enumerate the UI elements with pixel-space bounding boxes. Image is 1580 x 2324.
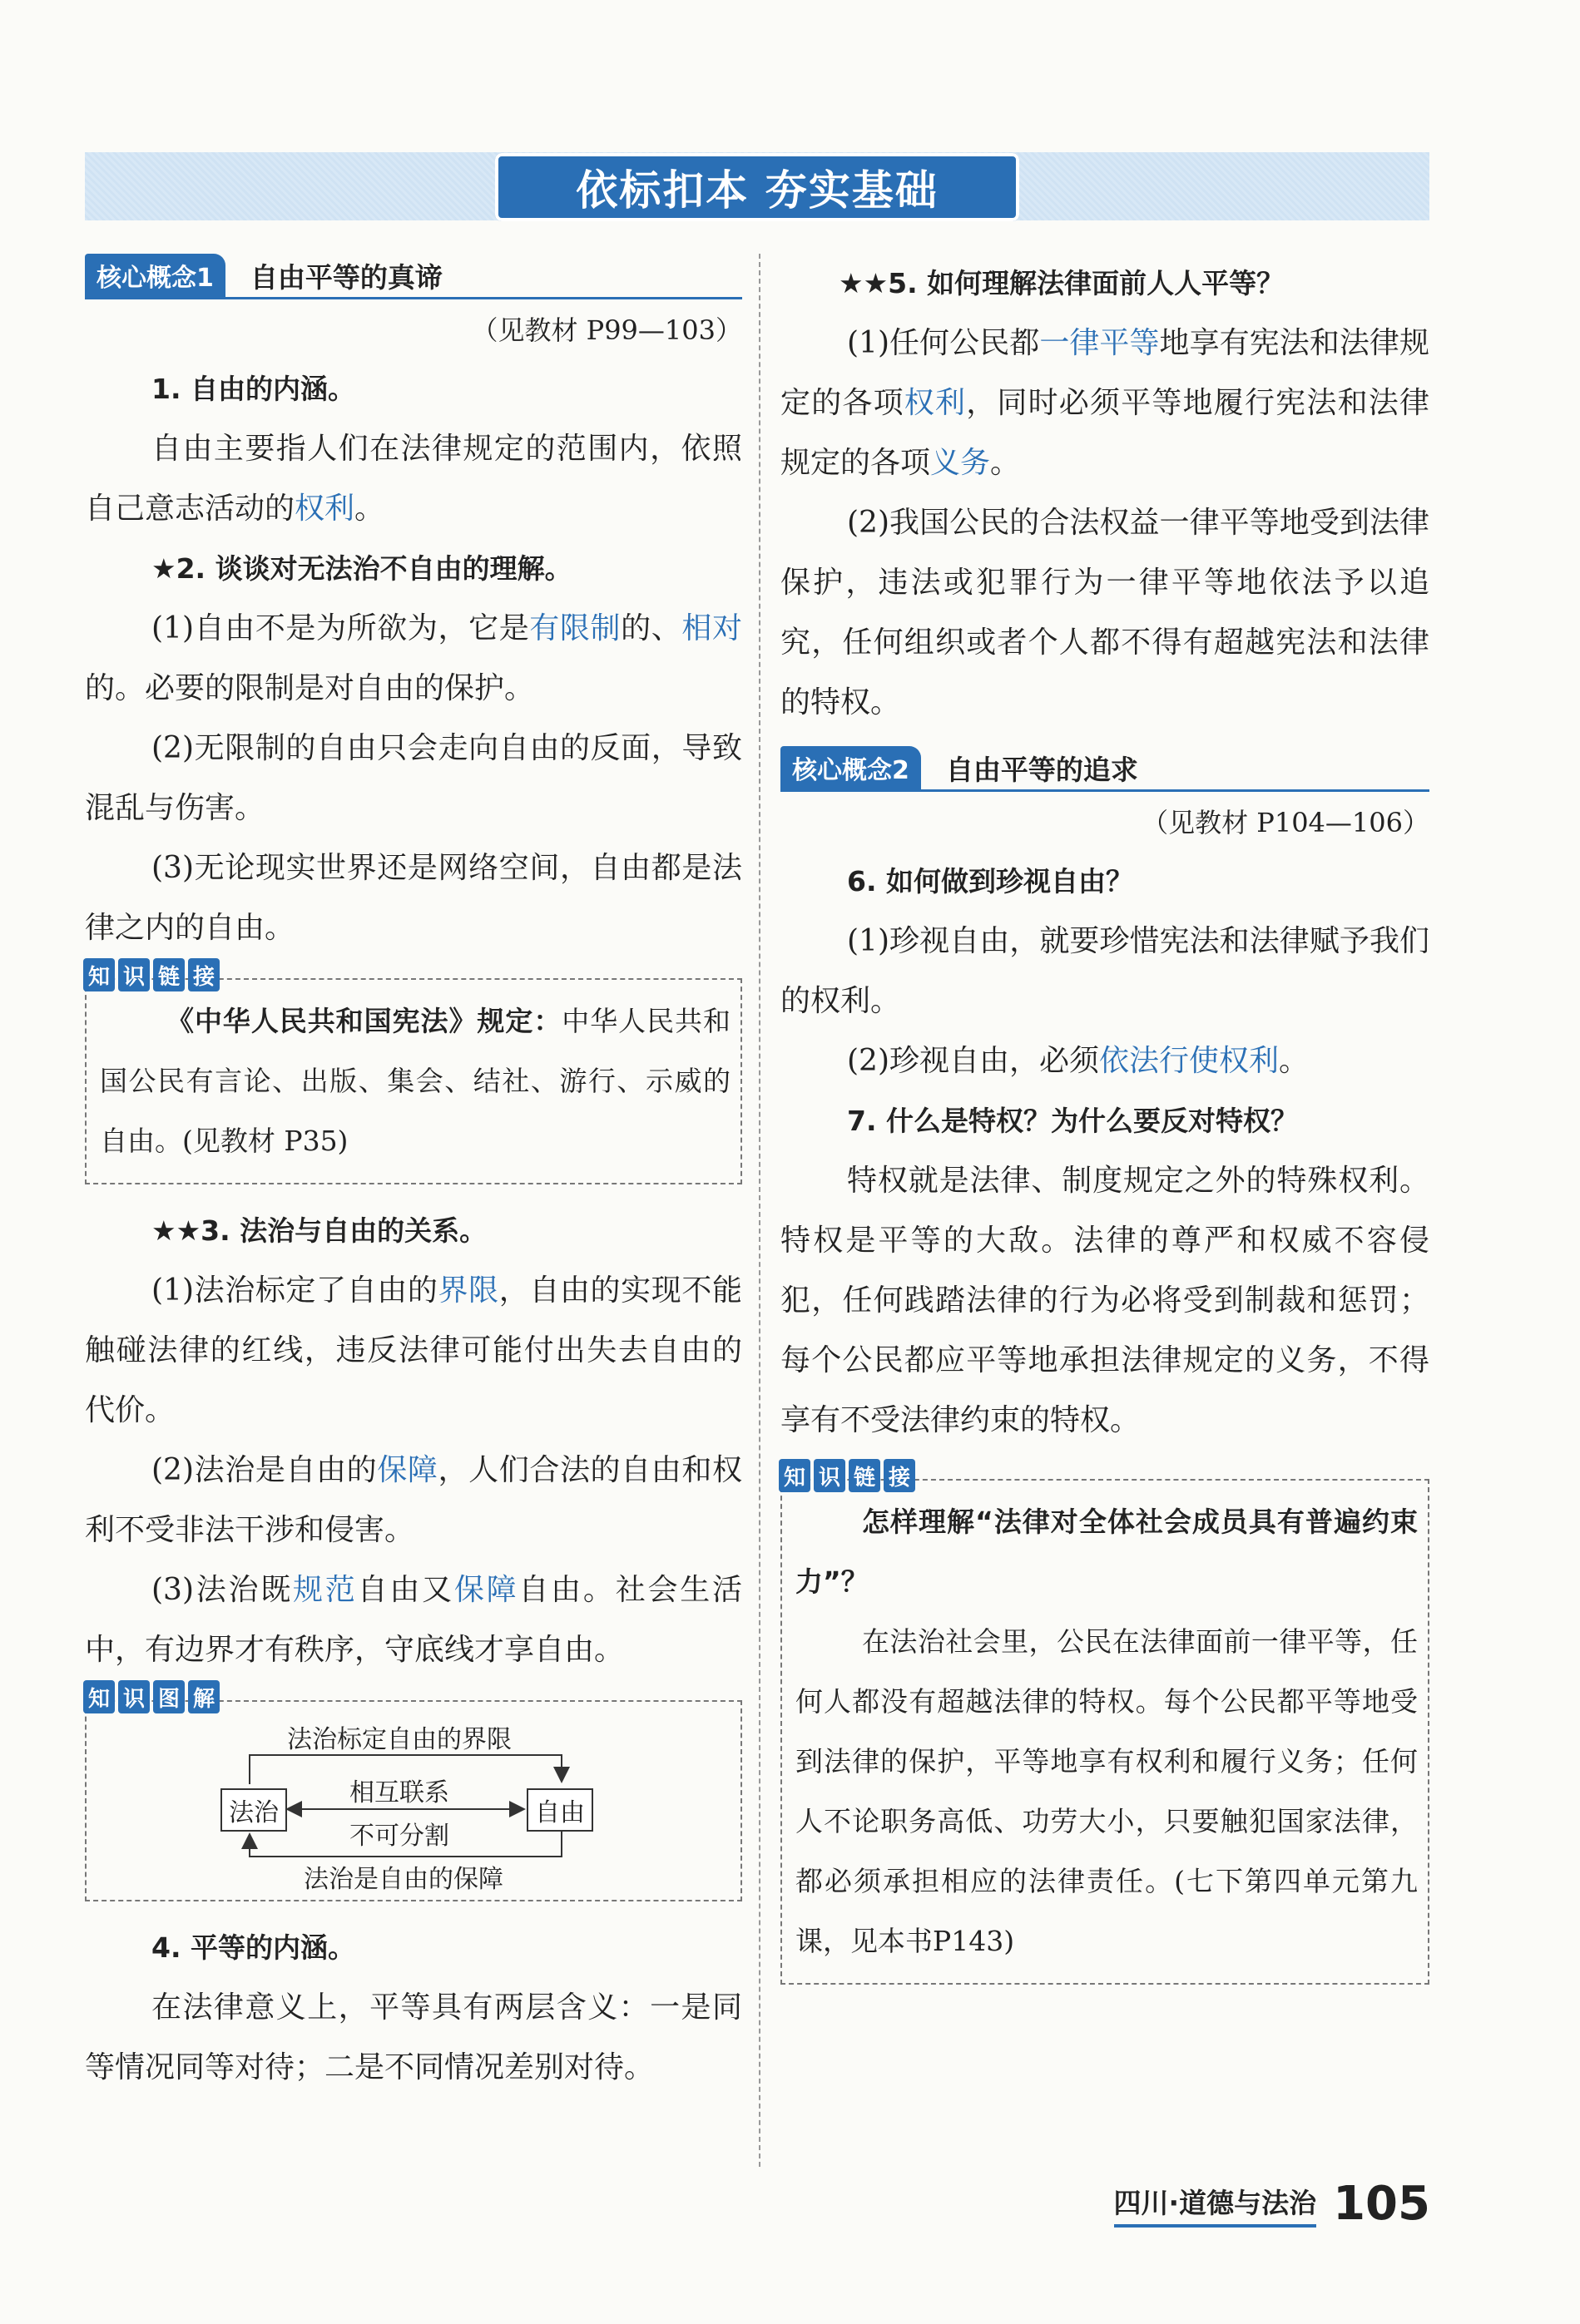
column-divider xyxy=(759,254,760,2167)
question-7: 7. 什么是特权？为什么要反对特权？ xyxy=(847,1105,1298,1137)
page-number: 105 xyxy=(1333,2177,1430,2231)
concept1-header xyxy=(85,254,742,299)
diagram-mid2-label: 不可分割 xyxy=(349,1822,449,1851)
knowledge-link-2-text: 在法治社会里，公民在法律面前一律平等，任何人都没有超越法律的特权。每个公民都平等地受到法律的保护，平等地享有权利和履行义务；任何人不论职务高低、功劳大小，只要触犯国家法律，都必须承担相应的法律责任。(七下第四单元第九课，见本书P143) xyxy=(795,1625,1418,1957)
concept1-title: 自由平等的真谛 xyxy=(250,260,443,294)
answer-2-3: (3)无论现实世界还是网络空间，自由都是法律之内的自由。 xyxy=(85,851,742,945)
question-2: ★2. 谈谈对无法治不自由的理解。 xyxy=(151,552,572,585)
question-4: 4. 平等的内涵。 xyxy=(151,1931,355,1964)
diagram-top-label: 法治标定自由的界限 xyxy=(287,1725,512,1754)
diagram-node-law: 法治 xyxy=(220,1788,287,1832)
knowledge-link-1 xyxy=(85,964,742,1184)
answer-2-1: (1)自由不是为所欲为，它是有限制的、相对的。必要的限制是对自由的保护。 xyxy=(85,611,742,705)
concept2-tag: 核心概念2 xyxy=(780,746,921,789)
question-3: ★★3. 法治与自由的关系。 xyxy=(151,1214,488,1247)
page-footer xyxy=(1113,2177,1430,2231)
diagram-node-freedom: 自由 xyxy=(527,1788,593,1832)
footer-label: 四川·道德与法治 xyxy=(1114,2182,1317,2228)
answer-3-3: (3)法治既规范自由又保障自由。社会生活中，有边界才有秩序，守底线才享自由。 xyxy=(85,1573,742,1667)
concept1-ref: （见教材 P99—103） xyxy=(471,314,742,346)
answer-5-2: (2)我国公民的合法权益一律平等地受到法律保护，违法或犯罪行为一律平等地依法予以追究，任何组织或者个人都不得有超越宪法和法律的特权。 xyxy=(780,506,1429,719)
concept2-ref: （见教材 P104—106） xyxy=(1142,807,1429,838)
knowledge-diagram xyxy=(85,1686,742,1901)
question-5: ★★5. 如何理解法律面前人人平等？ xyxy=(839,267,1285,299)
right-column xyxy=(780,254,1429,2001)
knowledge-link-2 xyxy=(780,1465,1429,1985)
law-freedom-diagram xyxy=(100,1713,731,1894)
answer-6-2: (2)珍视自由，必须依法行使权利。 xyxy=(847,1044,1310,1078)
answer-2-2: (2)无限制的自由只会走向自由的反面，导致混乱与伤害。 xyxy=(85,731,742,825)
answer-6-1: (1)珍视自由，就要珍惜宪法和法律赋予我们的权利。 xyxy=(780,924,1429,1018)
knowledge-link-2-title: 怎样理解“法律对全体社会成员具有普遍约束力”？ xyxy=(795,1506,1418,1598)
left-column xyxy=(85,254,742,2098)
concept1-tag: 核心概念1 xyxy=(85,254,225,297)
concept2-title: 自由平等的追求 xyxy=(945,753,1138,786)
answer-3-2: (2)法治是自由的保障，人们合法的自由和权利不受非法干涉和侵害。 xyxy=(85,1453,742,1547)
knowledge-link-tag: 知 识 链 接 xyxy=(83,958,220,991)
answer-4: 在法律意义上，平等具有两层含义：一是同等情况同等对待；二是不同情况差别对待。 xyxy=(85,1990,742,2084)
diagram-bottom-label: 法治是自由的保障 xyxy=(304,1865,503,1894)
knowledge-link-2-tag: 知 识 链 接 xyxy=(779,1459,915,1492)
answer-3-1: (1)法治标定了自由的界限，自由的实现不能触碰法律的红线，违反法律可能付出失去自由的代价。 xyxy=(85,1273,742,1427)
answer-5-1: (1)任何公民都一律平等地享有宪法和法律规定的各项权利，同时必须平等地履行宪法和法律规定的各项义务。 xyxy=(780,326,1429,480)
answer-1: 自由主要指人们在法律规定的范围内，依照自己意志活动的权利。 xyxy=(85,432,742,526)
concept2-header xyxy=(780,746,1429,792)
question-6: 6. 如何做到珍视自由？ xyxy=(847,865,1133,897)
question-1: 1. 自由的内涵。 xyxy=(151,373,355,405)
diagram-mid1-label: 相互联系 xyxy=(349,1778,449,1807)
knowledge-link-1-text: 《中华人民共和国宪法》规定：中华人民共和国公民有言论、出版、集会、结社、游行、示威的自由。(见教材 P35) xyxy=(100,1005,731,1157)
knowledge-diagram-tag: 知 识 图 解 xyxy=(83,1680,220,1713)
banner-title: 依标扣本 夯实基础 xyxy=(495,153,1019,221)
answer-7: 特权就是法律、制度规定之外的特殊权利。特权是平等的大敌。法律的尊严和权威不容侵犯，任何践踏法律的行为必将受到制裁和惩罚；每个公民都应平等地承担法律规定的义务，不得享有不受法律约束的特权。 xyxy=(780,1164,1429,1437)
